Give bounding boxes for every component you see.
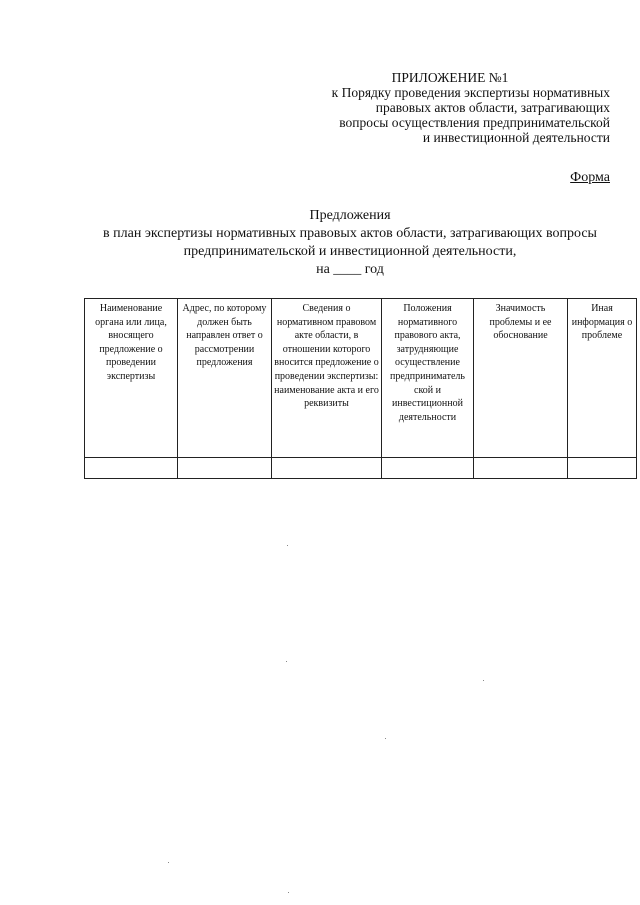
scan-speck <box>288 892 289 893</box>
appendix-heading: ПРИЛОЖЕНИЕ №1 <box>391 70 509 85</box>
appendix-header <box>250 70 610 145</box>
proposals-table <box>84 298 637 479</box>
header-act-info: Сведения о нормативном правовом акте области, в отношении которого вносится предложение о проведении экспертизы: наименование акта и его реквизиты <box>272 299 382 458</box>
appendix-line-3: вопросы осуществления предпринимательской <box>339 115 610 130</box>
table-cell <box>382 458 474 479</box>
appendix-line-2: правовых актов области, затрагивающих <box>375 100 610 115</box>
table-cell <box>474 458 568 479</box>
table-cell <box>568 458 637 479</box>
scan-speck <box>286 661 287 662</box>
appendix-line-1: к Порядку проведения экспертизы нормативных <box>331 85 610 100</box>
title-line-3: предпринимательской и инвестиционной деятельности, <box>183 244 517 259</box>
table-cell <box>178 458 272 479</box>
appendix-line-4: и инвестиционной деятельности <box>422 130 610 145</box>
header-organization: Наименование органа или лица, вносящего предложение о проведении экспертизы <box>85 299 178 458</box>
scan-speck <box>168 862 169 863</box>
scan-speck <box>287 545 288 546</box>
title-line-4: на ____ год <box>316 262 384 277</box>
table-cell <box>85 458 178 479</box>
document-title <box>60 207 640 279</box>
scan-speck <box>483 680 484 681</box>
table-row <box>85 458 637 479</box>
header-address: Адрес, по которому должен быть направлен ответ о рассмотрении предложения <box>178 299 272 458</box>
title-line-1: Предложения <box>309 208 391 223</box>
header-provisions: Положения нормативного правового акта, затрудняющие осуществление предприниматель ской и инвестиционной деятельности <box>382 299 474 458</box>
title-line-2: в план экспертизы нормативных правовых актов области, затрагивающих вопросы <box>103 226 597 241</box>
table-cell <box>272 458 382 479</box>
form-label: Форма <box>570 170 610 185</box>
table-header-row <box>85 299 637 458</box>
header-other-info: Иная информация о проблеме <box>568 299 637 458</box>
scan-speck <box>385 738 386 739</box>
header-significance: Значимость проблемы и ее обоснование <box>474 299 568 458</box>
